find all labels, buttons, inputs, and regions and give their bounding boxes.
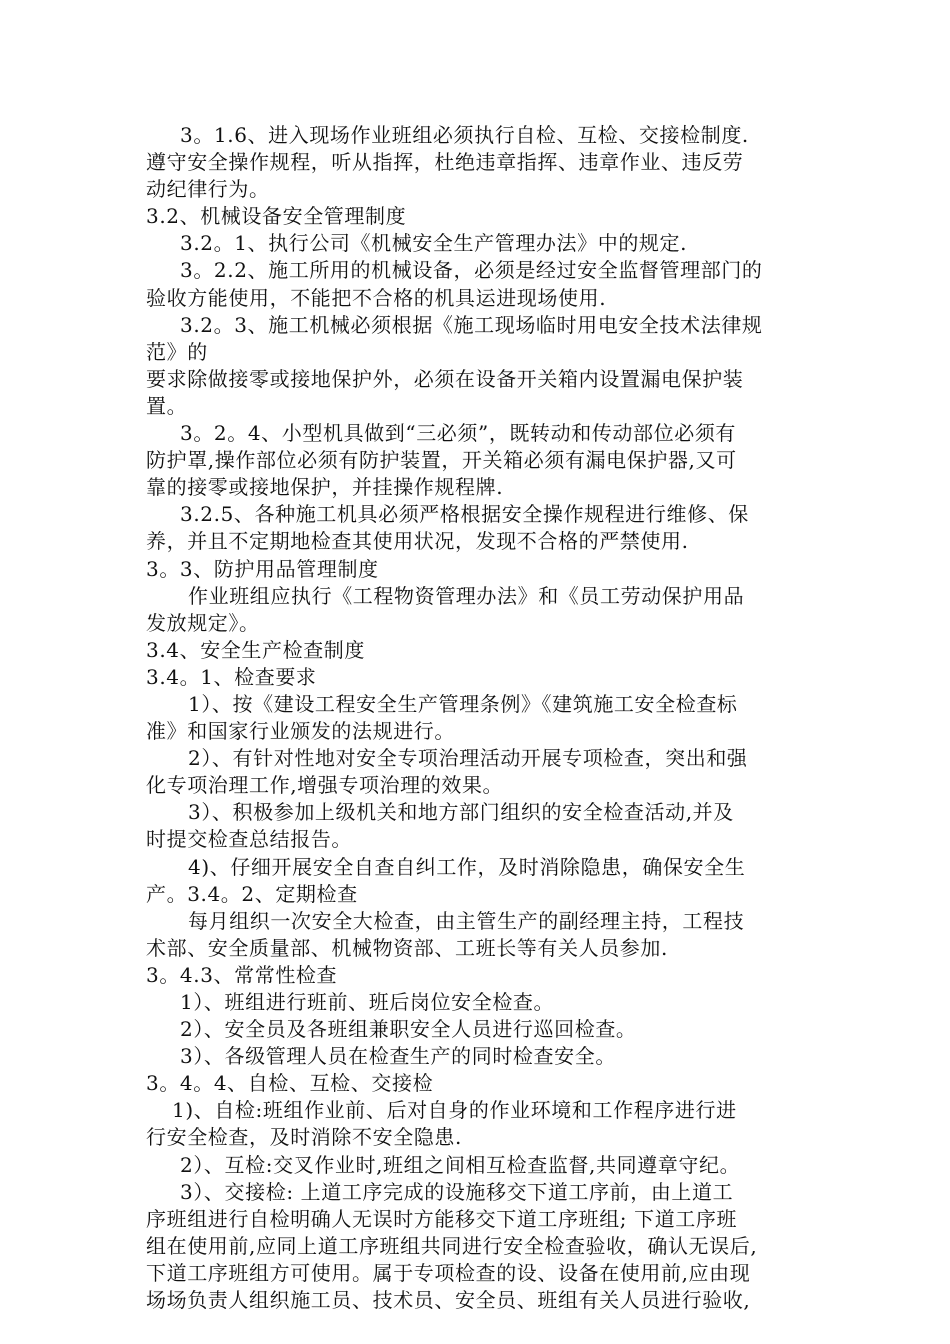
text-line: 产。3.4。2、定期检查	[146, 881, 358, 906]
text-line: 2）、互检:交叉作业时,班组之间相互检查监督,共同遵章守纪。	[180, 1152, 741, 1177]
document-body	[146, 122, 810, 1314]
text-line: 3.2。3、施工机械必须根据《施工现场临时用电安全技术法律规	[180, 312, 763, 337]
text-line: 动纪律行为。	[146, 177, 270, 202]
text-line: 准》和国家行业颁发的法规进行。	[146, 719, 455, 744]
text-line: 术部、安全质量部、机械物资部、工班长等有关人员参加.	[146, 935, 668, 960]
text-line: 3）、积极参加上级机关和地方部门组织的安全检查活动,并及	[188, 800, 734, 825]
text-line: 防护罩,操作部位必须有防护装置，开关箱必须有漏电保护器,又可	[146, 448, 737, 473]
text-line: 3.4。1、检查要求	[146, 664, 317, 689]
text-line: 化专项治理工作,增强专项治理的效果。	[146, 773, 504, 798]
text-line: 场场负责人组织施工员、技术员、安全员、班组有关人员进行验收,	[146, 1288, 751, 1313]
text-line: 3。2。4、小型机具做到“三必须”，既转动和传动部位必须有	[180, 421, 737, 446]
text-line: 组在使用前,应同上道工序班组共同进行安全检查验收，确认无误后,	[146, 1233, 758, 1258]
text-line: 3.2。1、执行公司《机械安全生产管理办法》中的规定.	[180, 231, 688, 256]
text-line: 1）、按《建设工程安全生产管理条例》《建筑施工安全检查标	[188, 691, 738, 716]
text-line: 置。	[146, 393, 188, 418]
text-line: 时提交检查总结报告。	[146, 827, 352, 852]
text-line: 遵守安全操作规程，听从指挥，杜绝违章指挥、违章作业、违反劳	[146, 150, 744, 175]
text-line: 下道工序班组方可使用。属于专项检查的设、设备在使用前,应由现	[146, 1260, 751, 1285]
text-line: 范》的	[146, 339, 208, 364]
text-line: 2）、有针对性地对安全专项治理活动开展专项检查，突出和强	[188, 746, 748, 771]
text-line: 3。4.3、常常性检查	[146, 962, 338, 987]
text-line: 作业班组应执行《工程物资管理办法》和《员工劳动保护用品	[188, 583, 745, 608]
text-line: 发放规定》。	[146, 610, 260, 635]
text-line: 3.2、机械设备安全管理制度	[146, 204, 407, 229]
text-line: 3.2.5、各种施工机具必须严格根据安全操作规程进行维修、保	[180, 502, 749, 527]
text-line: 序班组进行自检明确人无误时方能移交下道工序班组; 下道工序班	[146, 1206, 738, 1231]
text-line: 3。4。4、自检、互检、交接检	[146, 1071, 434, 1096]
text-line: 1）、班组进行班前、班后岗位安全检查。	[180, 990, 555, 1014]
text-line: 3）、交接检: 上道工序完成的设施移交下道工序前，由上道工	[180, 1179, 734, 1204]
text-line: 靠的接零或接地保护，并挂操作规程牌.	[146, 475, 504, 500]
text-line: 1)、自检:班组作业前、后对自身的作业环境和工作程序进行进	[172, 1098, 737, 1123]
text-line: 行安全检查，及时消除不安全隐患.	[146, 1125, 462, 1150]
text-line: 3。1.6、进入现场作业班组必须执行自检、互检、交接检制度.	[180, 123, 749, 147]
text-line: 每月组织一次安全大检查，由主管生产的副经理主持，工程技	[188, 908, 745, 933]
text-line: 3.4、安全生产检查制度	[146, 637, 366, 662]
text-line: 2）、安全员及各班组兼职安全人员进行巡回检查。	[180, 1017, 637, 1042]
text-line: 要求除做接零或接地保护外，必须在设备开关箱内设置漏电保护装	[146, 366, 744, 391]
text-line: 3。2.2、施工所用的机械设备，必须是经过安全监督管理部门的	[180, 258, 763, 283]
text-line: 3。3、防护用品管理制度	[146, 556, 379, 581]
text-line: 4)、仔细开展安全自查自纠工作，及时消除隐患，确保安全生	[188, 854, 746, 879]
text-line: 3）、各级管理人员在检查生产的同时检查安全。	[180, 1044, 616, 1069]
text-line: 验收方能使用，不能把不合格的机具运进现场使用.	[146, 285, 607, 310]
text-line: 养，并且不定期地检查其使用状况，发现不合格的严禁使用.	[146, 529, 689, 554]
